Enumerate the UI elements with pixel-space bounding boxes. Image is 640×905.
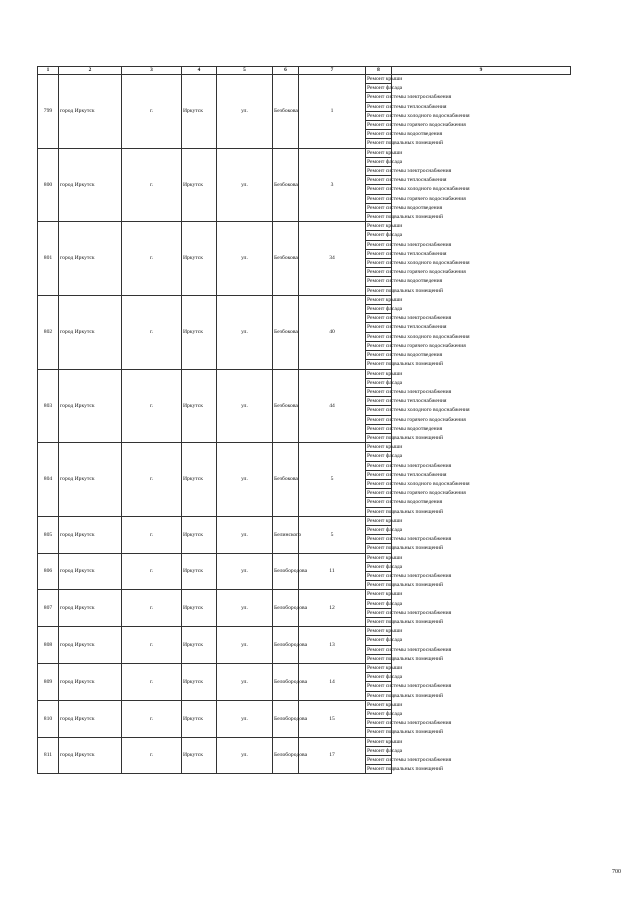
repair-work-item: Ремонт подвальных помещений [367, 508, 444, 515]
record-number: 799 [38, 75, 59, 149]
repair-work-item: Ремонт фасада [367, 600, 403, 607]
locality-name: Иркутск [182, 75, 217, 149]
repair-work-item: Ремонт фасада [367, 747, 403, 754]
repair-work-item: Ремонт фасада [367, 637, 403, 644]
repair-schedule-table [37, 66, 571, 774]
locality-name: Иркутск [182, 627, 217, 664]
municipality: город Иркутск [59, 737, 122, 774]
repair-work-item: Ремонт системы водоотведения [367, 352, 443, 359]
repair-work-item: Ремонт крыши [367, 591, 403, 598]
table-row [38, 737, 571, 746]
house-number: 44 [299, 369, 366, 443]
house-number: 13 [299, 627, 366, 664]
street-name: Безбокова [273, 295, 299, 369]
repair-work-item: Ремонт подвальных помещений [367, 582, 444, 589]
table-row [38, 222, 571, 231]
header-cell: 4 [182, 67, 217, 75]
locality-type: г. [122, 222, 182, 296]
repair-work-item: Ремонт фасада [367, 526, 403, 533]
repair-work-item: Ремонт системы электроснабжения [367, 315, 452, 322]
street-type: ул. [217, 664, 273, 701]
repair-work-item: Ремонт фасада [367, 674, 403, 681]
street-name: Безбокова [273, 148, 299, 222]
repair-work-item: Ремонт подвальных помещений [367, 545, 444, 552]
repair-work-item: Ремонт подвальных помещений [367, 692, 444, 699]
header-cell: 9 [392, 67, 571, 75]
repair-work-item: Ремонт системы водоотведения [367, 499, 443, 506]
record-number: 807 [38, 590, 59, 627]
repair-work-item: Ремонт подвальных помещений [367, 729, 444, 736]
table-row [38, 75, 571, 84]
repair-work-item: Ремонт фасада [367, 85, 403, 92]
repair-work-item: Ремонт системы горячего водоснабжения [367, 342, 466, 349]
repair-work-item: Ремонт подвальных помещений [367, 434, 444, 441]
repair-work-item: Ремонт системы холодного водоснабжения [367, 333, 470, 340]
house-number: 15 [299, 700, 366, 737]
locality-name: Иркутск [182, 516, 217, 553]
record-number: 806 [38, 553, 59, 590]
repair-work-item: Ремонт системы водоотведения [367, 131, 443, 138]
repair-work-item: Ремонт системы горячего водоснабжения [367, 195, 466, 202]
street-type: ул. [217, 295, 273, 369]
locality-type: г. [122, 553, 182, 590]
repair-work-item: Ремонт системы горячего водоснабжения [367, 269, 466, 276]
municipality: город Иркутск [59, 75, 122, 149]
street-type: ул. [217, 443, 273, 517]
record-number: 810 [38, 700, 59, 737]
street-name: Безбокова [273, 75, 299, 149]
municipality: город Иркутск [59, 222, 122, 296]
repair-work-item: Ремонт фасада [367, 453, 403, 460]
repair-work-item: Ремонт системы теплоснабжения [367, 103, 447, 110]
record-number: 802 [38, 295, 59, 369]
repair-work-item: Ремонт системы теплоснабжения [367, 471, 447, 478]
street-type: ул. [217, 75, 273, 149]
repair-work-item: Ремонт фасада [367, 232, 403, 239]
locality-name: Иркутск [182, 737, 217, 774]
street-name: Белобородова [273, 664, 299, 701]
repair-work-item: Ремонт системы электроснабжения [367, 683, 452, 690]
street-name: Белобородова [273, 553, 299, 590]
locality-name: Иркутск [182, 295, 217, 369]
repair-work-item: Ремонт системы электроснабжения [367, 94, 452, 101]
street-name: Белинского [273, 516, 299, 553]
repair-work-item: Ремонт системы горячего водоснабжения [367, 122, 466, 129]
record-number: 809 [38, 664, 59, 701]
repair-work-item: Ремонт системы электроснабжения [367, 388, 452, 395]
repair-work-item: Ремонт подвальных помещений [367, 618, 444, 625]
municipality: город Иркутск [59, 516, 122, 553]
street-name: Белобородова [273, 590, 299, 627]
repair-work-item: Ремонт системы водоотведения [367, 204, 443, 211]
table-row [38, 627, 571, 636]
header-cell: 3 [122, 67, 182, 75]
street-name: Белобородова [273, 737, 299, 774]
repair-work-item: Ремонт системы водоотведения [367, 425, 443, 432]
repair-work-item: Ремонт системы холодного водоснабжения [367, 186, 470, 193]
house-number: 40 [299, 295, 366, 369]
locality-name: Иркутск [182, 443, 217, 517]
street-type: ул. [217, 553, 273, 590]
record-number: 800 [38, 148, 59, 222]
repair-work-item: Ремонт системы электроснабжения [367, 536, 452, 543]
house-number: 14 [299, 664, 366, 701]
repair-work-item: Ремонт системы горячего водоснабжения [367, 416, 466, 423]
street-type: ул. [217, 590, 273, 627]
locality-name: Иркутск [182, 553, 217, 590]
repair-work-item: Ремонт крыши [367, 701, 403, 708]
street-type: ул. [217, 737, 273, 774]
table-row [38, 553, 571, 562]
repair-work-item: Ремонт подвальных помещений [367, 214, 444, 221]
table-row [38, 295, 571, 304]
repair-work-item: Ремонт системы электроснабжения [367, 572, 452, 579]
record-number: 801 [38, 222, 59, 296]
repair-work-item: Ремонт крыши [367, 628, 403, 635]
repair-work-item: Ремонт крыши [367, 738, 403, 745]
repair-work-item: Ремонт крыши [367, 223, 403, 230]
repair-work-item: Ремонт крыши [367, 444, 403, 451]
locality-name: Иркутск [182, 369, 217, 443]
house-number: 3 [299, 148, 366, 222]
record-number: 803 [38, 369, 59, 443]
street-name: Безбокова [273, 443, 299, 517]
repair-work-item: Ремонт системы электроснабжения [367, 646, 452, 653]
page-number: 700 [612, 869, 621, 875]
repair-work-item: Ремонт фасада [367, 563, 403, 570]
repair-work-item: Ремонт фасада [367, 379, 403, 386]
street-name: Белобородова [273, 700, 299, 737]
repair-work-item: Ремонт системы теплоснабжения [367, 398, 447, 405]
municipality: город Иркутск [59, 700, 122, 737]
street-type: ул. [217, 627, 273, 664]
header-cell: 6 [273, 67, 299, 75]
repair-work-item: Ремонт системы теплоснабжения [367, 177, 447, 184]
locality-name: Иркутск [182, 222, 217, 296]
house-number: 34 [299, 222, 366, 296]
locality-name: Иркутск [182, 700, 217, 737]
repair-work-item: Ремонт фасада [367, 158, 403, 165]
street-name: Безбокова [273, 222, 299, 296]
repair-work-item: Ремонт крыши [367, 370, 403, 377]
repair-work-item: Ремонт подвальных помещений [367, 140, 444, 147]
repair-work-item: Ремонт крыши [367, 665, 403, 671]
municipality: город Иркутск [59, 369, 122, 443]
record-number: 804 [38, 443, 59, 517]
repair-work-item: Ремонт системы электроснабжения [367, 241, 452, 248]
repair-work-item: Ремонт подвальных помещений [367, 287, 444, 294]
repair-work-item: Ремонт подвальных помещений [367, 655, 444, 662]
locality-type: г. [122, 627, 182, 664]
locality-type: г. [122, 737, 182, 774]
table-row [38, 700, 571, 709]
municipality: город Иркутск [59, 590, 122, 627]
record-number: 808 [38, 627, 59, 664]
repair-work-item: Ремонт системы электроснабжения [367, 609, 452, 616]
header-cell: 1 [38, 67, 59, 75]
municipality: город Иркутск [59, 443, 122, 517]
repair-work-item: Ремонт крыши [367, 554, 403, 561]
locality-type: г. [122, 700, 182, 737]
locality-name: Иркутск [182, 148, 217, 222]
municipality: город Иркутск [59, 664, 122, 701]
municipality: город Иркутск [59, 295, 122, 369]
street-type: ул. [217, 369, 273, 443]
house-number: 1 [299, 75, 366, 149]
street-type: ул. [217, 700, 273, 737]
table-row [38, 516, 571, 525]
street-type: ул. [217, 148, 273, 222]
street-name: Безбокова [273, 369, 299, 443]
house-number: 11 [299, 553, 366, 590]
repair-work-item: Ремонт системы электроснабжения [367, 720, 452, 727]
table-row [38, 443, 571, 452]
table-body [38, 75, 571, 774]
repair-work-item: Ремонт системы горячего водоснабжения [367, 490, 466, 497]
header-cell: 2 [59, 67, 122, 75]
table-row [38, 148, 571, 157]
locality-type: г. [122, 369, 182, 443]
table-row [38, 369, 571, 378]
locality-type: г. [122, 295, 182, 369]
repair-work-item: Ремонт подвальных помещений [367, 361, 444, 368]
house-number: 17 [299, 737, 366, 774]
header-row [38, 67, 571, 75]
repair-work-item: Ремонт подвальных помещений [367, 766, 444, 773]
header-cell: 8 [366, 67, 392, 75]
municipality: город Иркутск [59, 627, 122, 664]
house-number: 12 [299, 590, 366, 627]
locality-type: г. [122, 590, 182, 627]
house-number: 5 [299, 443, 366, 517]
locality-type: г. [122, 148, 182, 222]
table-row [38, 664, 571, 673]
repair-work-item: Ремонт крыши [367, 149, 403, 156]
locality-type: г. [122, 664, 182, 701]
repair-work-item: Ремонт системы холодного водоснабжения [367, 112, 470, 119]
repair-work-item: Ремонт фасада [367, 306, 403, 313]
locality-name: Иркутск [182, 590, 217, 627]
repair-work-item: Ремонт системы теплоснабжения [367, 324, 447, 331]
repair-work-item: Ремонт системы электроснабжения [367, 168, 452, 175]
repair-work-item: Ремонт крыши [367, 296, 403, 303]
table-row [38, 590, 571, 599]
repair-work-item: Ремонт системы холодного водоснабжения [367, 260, 470, 267]
street-name: Белобородова [273, 627, 299, 664]
header-cell: 5 [217, 67, 273, 75]
municipality: город Иркутск [59, 148, 122, 222]
record-number: 805 [38, 516, 59, 553]
house-number: 5 [299, 516, 366, 553]
repair-work-item: Ремонт системы электроснабжения [367, 462, 452, 469]
repair-work-item: Ремонт фасада [367, 711, 403, 718]
street-type: ул. [217, 516, 273, 553]
record-number: 811 [38, 737, 59, 774]
locality-name: Иркутск [182, 664, 217, 701]
repair-work-item: Ремонт системы холодного водоснабжения [367, 407, 470, 414]
header-cell: 7 [299, 67, 366, 75]
repair-work-item: Ремонт системы водоотведения [367, 278, 443, 285]
locality-type: г. [122, 443, 182, 517]
street-type: ул. [217, 222, 273, 296]
repair-work-item: Ремонт системы теплоснабжения [367, 250, 447, 257]
repair-work-item: Ремонт крыши [367, 76, 403, 82]
repair-work-item: Ремонт крыши [367, 517, 403, 524]
locality-type: г. [122, 75, 182, 149]
repair-work-item: Ремонт системы электроснабжения [367, 757, 452, 764]
municipality: город Иркутск [59, 553, 122, 590]
locality-type: г. [122, 516, 182, 553]
repair-work-item: Ремонт системы холодного водоснабжения [367, 480, 470, 487]
